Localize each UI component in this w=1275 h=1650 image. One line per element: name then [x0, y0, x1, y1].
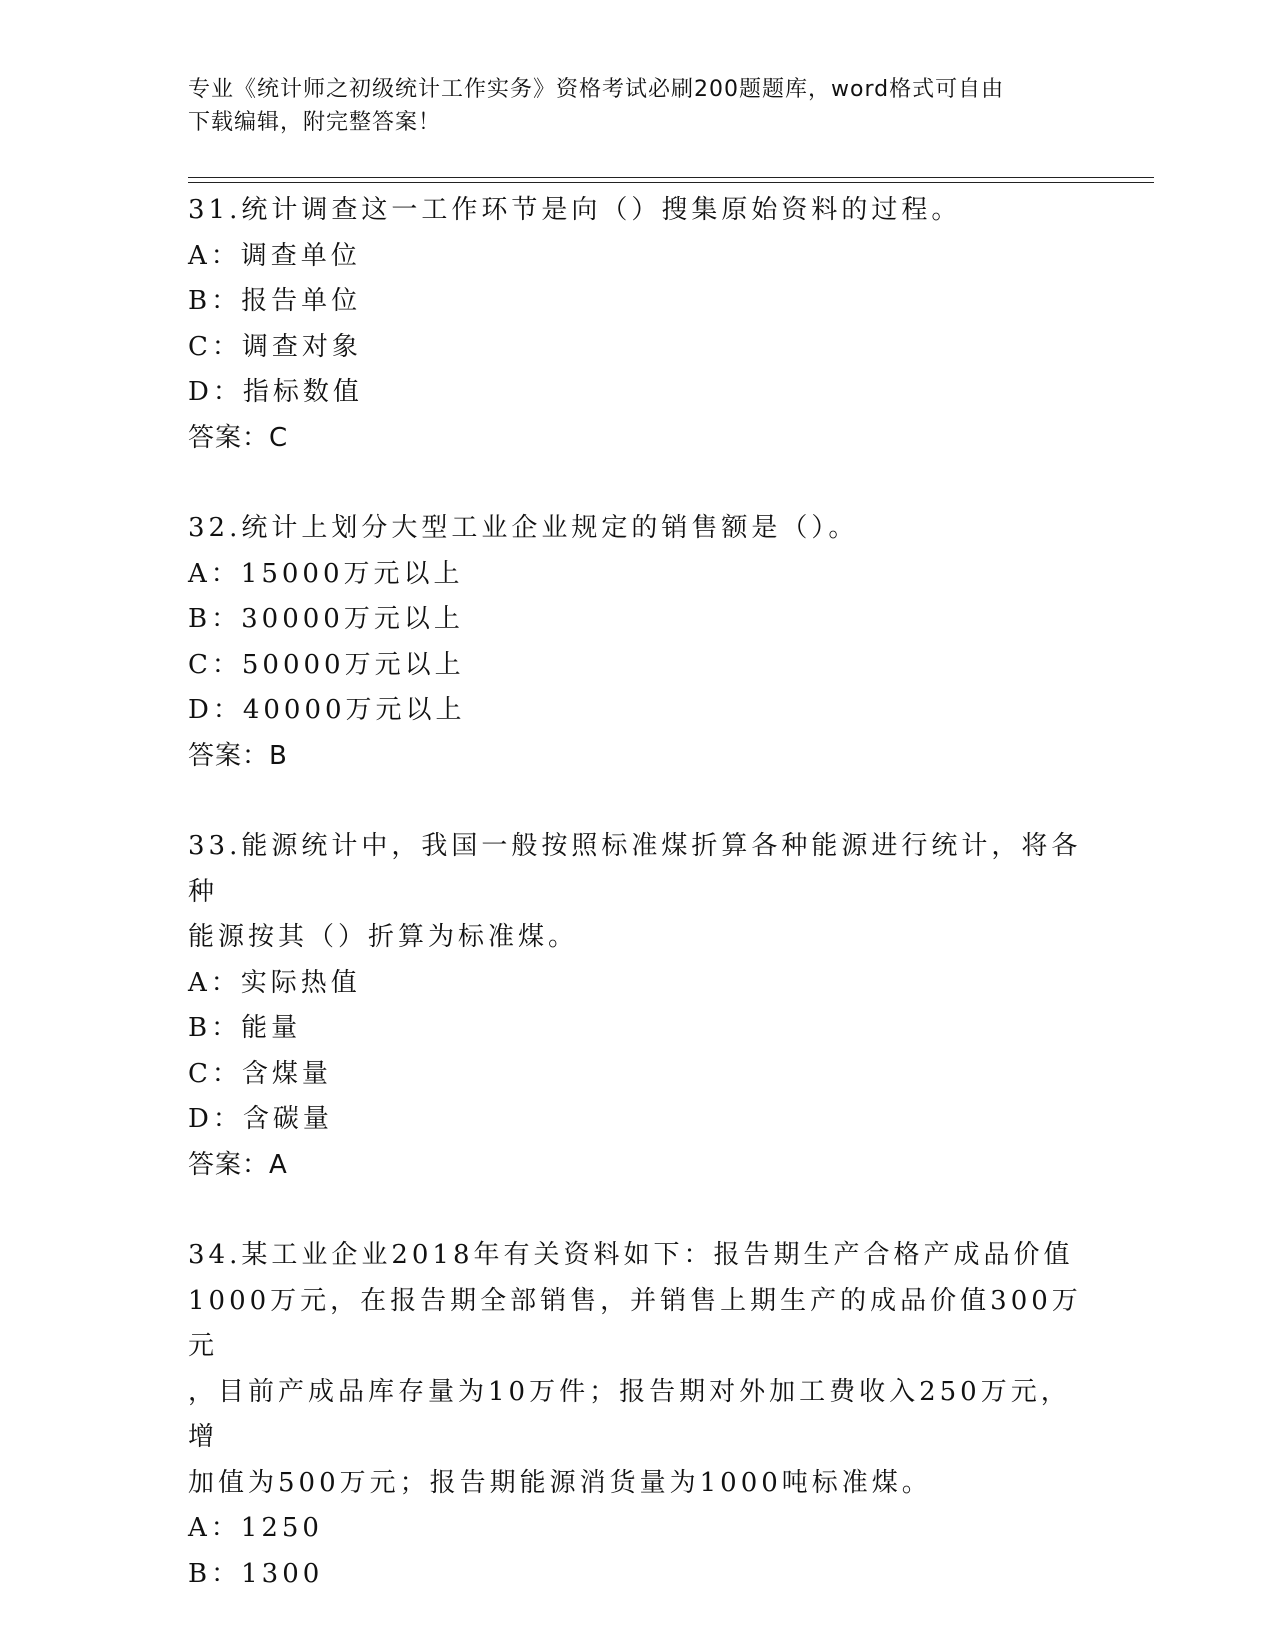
option-a: A：调查单位 — [188, 240, 361, 271]
question-list — [188, 188, 1088, 1642]
option-b: B：30000万元以上 — [188, 604, 464, 634]
option-b: B：能量 — [188, 1013, 302, 1043]
question-stem — [188, 506, 1088, 552]
answer-line: 答案：C — [188, 422, 289, 453]
stem-line: ，目前产成品库存量为10万件；报告期对外加工费收入250万元，增 — [188, 1376, 1071, 1452]
option-c: C：调查对象 — [188, 331, 362, 362]
question-32 — [188, 506, 1088, 779]
stem-line: 31.统计调查这一工作环节是向（）搜集原始资料的过程。 — [188, 195, 962, 225]
header-divider-bottom — [188, 182, 1154, 183]
option-a: A：1250 — [188, 1513, 323, 1543]
option-a: A：15000万元以上 — [188, 558, 464, 589]
answer-line: 答案：A — [188, 1149, 288, 1180]
question-33 — [188, 824, 1088, 1188]
question-stem — [188, 1233, 1088, 1506]
question-stem — [188, 188, 1088, 234]
option-c: C：含煤量 — [188, 1058, 332, 1089]
question-31 — [188, 188, 1088, 461]
option-b: B：报告单位 — [188, 286, 362, 316]
stem-line: 32.统计上划分大型工业企业规定的销售额是（）。 — [188, 513, 859, 543]
header-divider-top — [188, 177, 1154, 178]
option-a: A：实际热值 — [188, 967, 361, 998]
question-stem — [188, 824, 1088, 961]
stem-line: 能源按其（）折算为标准煤。 — [188, 922, 579, 952]
answer-line: 答案：B — [188, 740, 288, 771]
document-header — [188, 73, 1088, 139]
header-line-1: 专业《统计师之初级统计工作实务》资格考试必刷200题题库，word格式可自由 — [188, 77, 1005, 102]
stem-line: 33.能源统计中，我国一般按照标准煤折算各种能源进行统计，将各种 — [188, 831, 1082, 907]
stem-line: 34.某工业企业2018年有关资料如下：报告期生产合格产成品价值 — [188, 1240, 1074, 1270]
stem-line: 1000万元，在报告期全部销售，并销售上期生产的成品价值300万元 — [188, 1285, 1082, 1361]
option-d: D：指标数值 — [188, 377, 363, 407]
option-d: D：40000万元以上 — [188, 695, 466, 725]
option-c: C：50000万元以上 — [188, 649, 465, 680]
option-b: B：1300 — [188, 1558, 324, 1589]
question-34 — [188, 1233, 1088, 1597]
option-d: D：含碳量 — [188, 1104, 333, 1134]
stem-line: 加值为500万元；报告期能源消货量为1000吨标准煤。 — [188, 1467, 932, 1498]
header-line-2: 下载编辑，附完整答案！ — [188, 110, 442, 135]
